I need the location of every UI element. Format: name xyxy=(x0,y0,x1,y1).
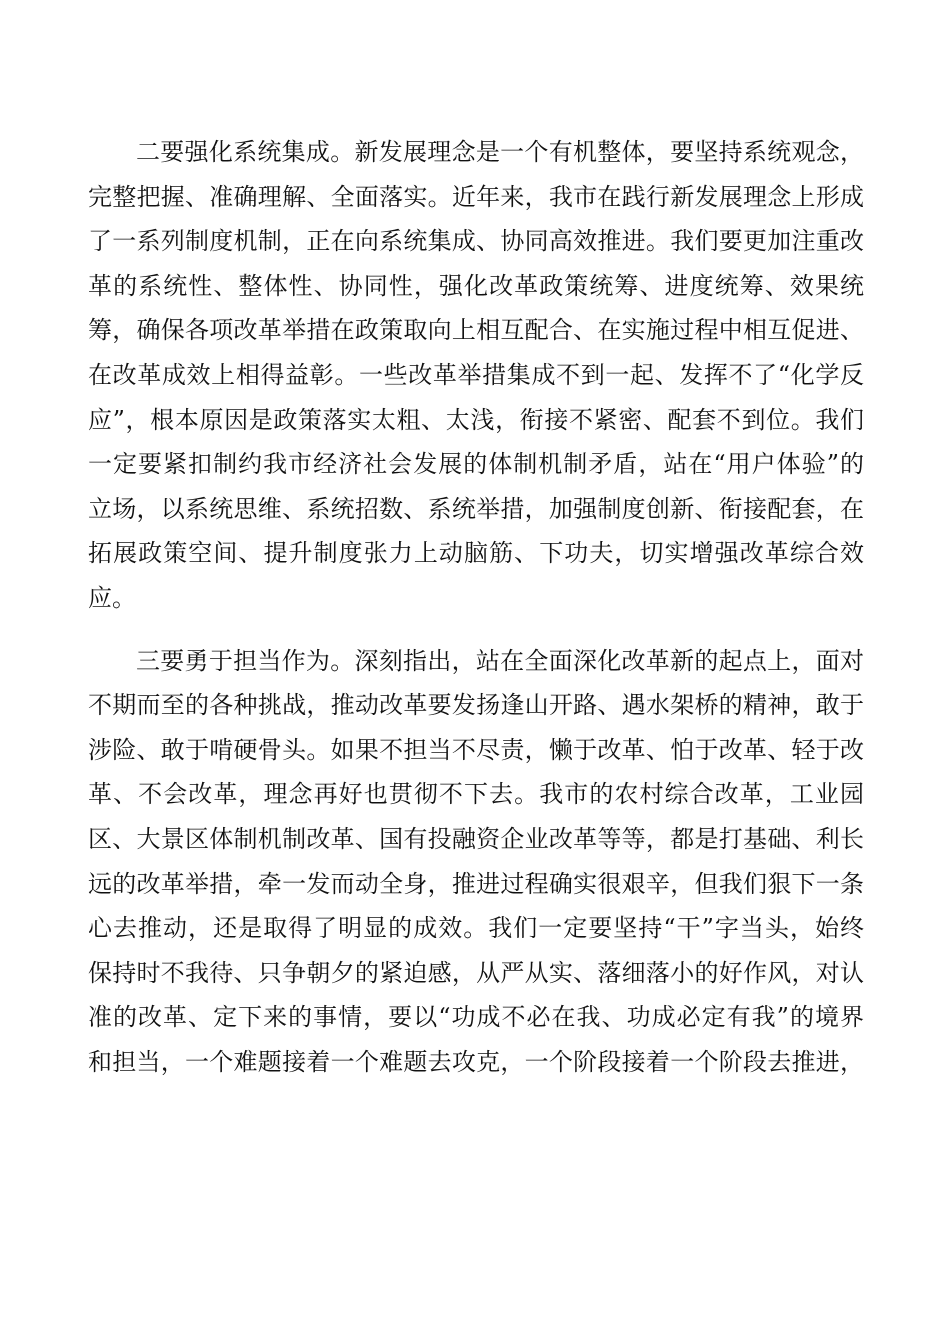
text-line: 了一系列制度机制，正在向系统集成、协同高效推进。我们要更加注重改 xyxy=(88,227,864,256)
text-line: 保持时不我待、只争朝夕的紧迫感，从严从实、落细落小的好作风，对认 xyxy=(88,958,864,987)
text-line: 区、大景区体制机制改革、国有投融资企业改革等等，都是打基础、利长 xyxy=(88,824,864,853)
text-line: 拓展政策空间、提升制度张力上动脑筋、下功夫，切实增强改革综合效 xyxy=(88,539,864,568)
paragraph-system-integration xyxy=(88,130,864,621)
text-line: 革、不会改革，理念再好也贯彻不下去。我市的农村综合改革，工业园 xyxy=(88,780,864,809)
text-line: 二要强化系统集成。新发展理念是一个有机整体，要坚持系统观念， xyxy=(136,138,864,166)
text-line: 在改革成效上相得益彰。一些改革举措集成不到一起、发挥不了“化学反 xyxy=(88,360,864,389)
document-body xyxy=(88,130,864,1084)
text-line: 应。 xyxy=(88,583,136,612)
text-line: 远的改革举措，牵一发而动全身，推进过程确实很艰辛，但我们狠下一条 xyxy=(88,869,864,898)
text-line: 涉险、敢于啃硬骨头。如果不担当不尽责，懒于改革、怕于改革、轻于改 xyxy=(88,735,864,764)
text-line: 心去推动，还是取得了明显的成效。我们一定要坚持“干”字当头，始终 xyxy=(88,914,864,943)
text-line: 准的改革、定下来的事情，要以“功成不必在我、功成必定有我”的境界 xyxy=(88,1003,864,1032)
text-line: 筹，确保各项改革举措在政策取向上相互配合、在实施过程中相互促进、 xyxy=(88,316,864,345)
text-line: 和担当，一个难题接着一个难题去攻克，一个阶段接着一个阶段去推进， xyxy=(88,1047,864,1076)
text-line: 不期而至的各种挑战，推动改革要发扬逢山开路、遇水架桥的精神，敢于 xyxy=(88,691,864,720)
text-line: 完整把握、准确理解、全面落实。近年来，我市在践行新发展理念上形成 xyxy=(88,182,864,211)
paragraph-taking-responsibility xyxy=(88,639,864,1085)
text-line: 三要勇于担当作为。深刻指出，站在全面深化改革新的起点上，面对 xyxy=(136,646,864,675)
text-line: 一定要紧扣制约我市经济社会发展的体制机制矛盾，站在“用户体验”的 xyxy=(88,450,864,479)
paragraph-gap xyxy=(88,621,864,639)
text-line: 立场，以系统思维、系统招数、系统举措，加强制度创新、衔接配套，在 xyxy=(88,494,864,523)
text-line: 应”，根本原因是政策落实太粗、太浅，衔接不紧密、配套不到位。我们 xyxy=(88,405,864,434)
text-line: 革的系统性、整体性、协同性，强化改革政策统筹、进度统筹、效果统 xyxy=(88,271,864,300)
